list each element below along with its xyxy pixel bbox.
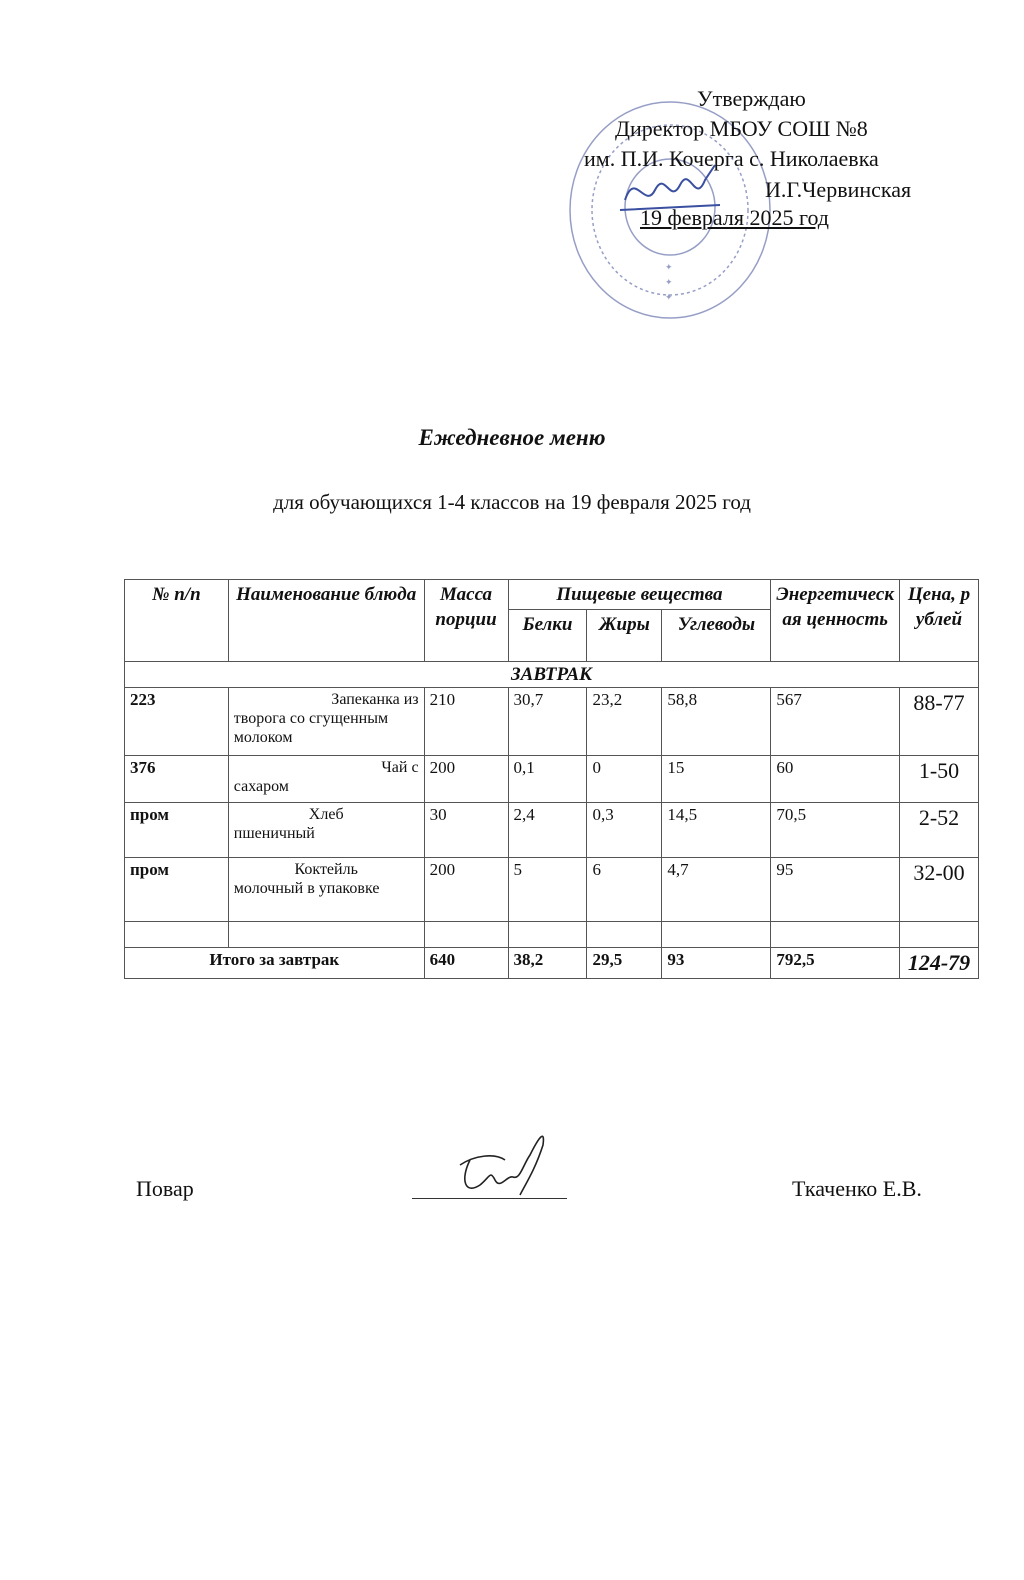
header-energy: Энергетическая ценность — [771, 580, 900, 662]
svg-text:✦: ✦ — [665, 277, 673, 287]
header-price: Цена, рублей — [900, 580, 979, 662]
cell-mass: 200 — [424, 858, 508, 922]
menu-table — [124, 579, 979, 979]
page-subtitle: для обучающихся 1-4 классов на 19 февраля 2025 год — [273, 490, 751, 514]
table-row — [125, 858, 979, 922]
table-row — [125, 803, 979, 858]
cell-protein: 5 — [508, 858, 587, 922]
cell-carbs: 14,5 — [662, 803, 771, 858]
table-row — [125, 688, 979, 756]
total-energy: 792,5 — [771, 948, 900, 979]
cook-name: Ткаченко Е.В. — [792, 1176, 922, 1201]
dish-name-first: Чай с — [381, 759, 419, 776]
cell-protein: 2,4 — [508, 803, 587, 858]
cell-name — [228, 858, 424, 922]
table-row — [125, 756, 979, 803]
total-carbs: 93 — [662, 948, 771, 979]
header-fat: Жиры — [587, 610, 662, 662]
header-num: № п/п — [125, 580, 229, 662]
dish-name-rest: сахаром — [233, 778, 289, 795]
cell-fat: 23,2 — [587, 688, 662, 756]
cell-price: 88-77 — [900, 688, 979, 756]
total-fat: 29,5 — [587, 948, 662, 979]
cell-fat: 0,3 — [587, 803, 662, 858]
cell-protein: 0,1 — [508, 756, 587, 803]
empty-row — [125, 922, 979, 948]
approval-line-1: Утверждаю — [697, 86, 806, 111]
cook-role: Повар — [136, 1176, 194, 1201]
cell-name — [228, 688, 424, 756]
total-protein: 38,2 — [508, 948, 587, 979]
cell-name — [228, 756, 424, 803]
cell-fat: 6 — [587, 858, 662, 922]
header-nutrients: Пищевые вещества — [508, 580, 771, 610]
dish-name-first: Хлеб — [308, 806, 344, 823]
total-label: Итого за завтрак — [125, 948, 425, 979]
cell-num: пром — [125, 803, 229, 858]
cell-energy: 567 — [771, 688, 900, 756]
cell-mass: 210 — [424, 688, 508, 756]
cell-price: 1-50 — [900, 756, 979, 803]
approval-line-3: им. П.И. Кочерга с. Николаевка — [584, 146, 879, 171]
approval-line-2: Директор МБОУ СОШ №8 — [615, 116, 868, 141]
header-carbs: Углеводы — [662, 610, 771, 662]
dish-name-rest: молочный в упаковке — [233, 880, 380, 897]
header-protein: Белки — [508, 610, 587, 662]
cell-carbs: 58,8 — [662, 688, 771, 756]
cook-signature — [445, 1125, 555, 1200]
approval-date: 19 февраля 2025 год — [640, 205, 829, 230]
cell-mass: 200 — [424, 756, 508, 803]
dish-name-rest: творога со сгущенным молоком — [233, 710, 389, 746]
cell-protein: 30,7 — [508, 688, 587, 756]
cell-num: 223 — [125, 688, 229, 756]
page-title: Ежедневное меню — [418, 425, 606, 450]
cell-num: 376 — [125, 756, 229, 803]
cell-energy: 70,5 — [771, 803, 900, 858]
cell-energy: 60 — [771, 756, 900, 803]
cell-mass: 30 — [424, 803, 508, 858]
total-price: 124-79 — [900, 948, 979, 979]
cell-carbs: 4,7 — [662, 858, 771, 922]
dish-name-first: Коктейль — [294, 861, 358, 878]
dish-name-rest: пшеничный — [233, 825, 315, 842]
svg-text:✦: ✦ — [665, 292, 673, 302]
cell-name — [228, 803, 424, 858]
header-mass: Масса порции — [424, 580, 508, 662]
cell-price: 2-52 — [900, 803, 979, 858]
cell-fat: 0 — [587, 756, 662, 803]
section-breakfast: ЗАВТРАК — [125, 662, 979, 688]
cell-energy: 95 — [771, 858, 900, 922]
total-mass: 640 — [424, 948, 508, 979]
cell-carbs: 15 — [662, 756, 771, 803]
dish-name-first: Запеканка из — [331, 691, 419, 708]
svg-text:✦: ✦ — [665, 262, 673, 272]
total-row — [125, 948, 979, 979]
cell-num: пром — [125, 858, 229, 922]
cell-price: 32-00 — [900, 858, 979, 922]
approval-line-4: И.Г.Червинская — [765, 177, 912, 202]
header-name: Наименование блюда — [228, 580, 424, 662]
